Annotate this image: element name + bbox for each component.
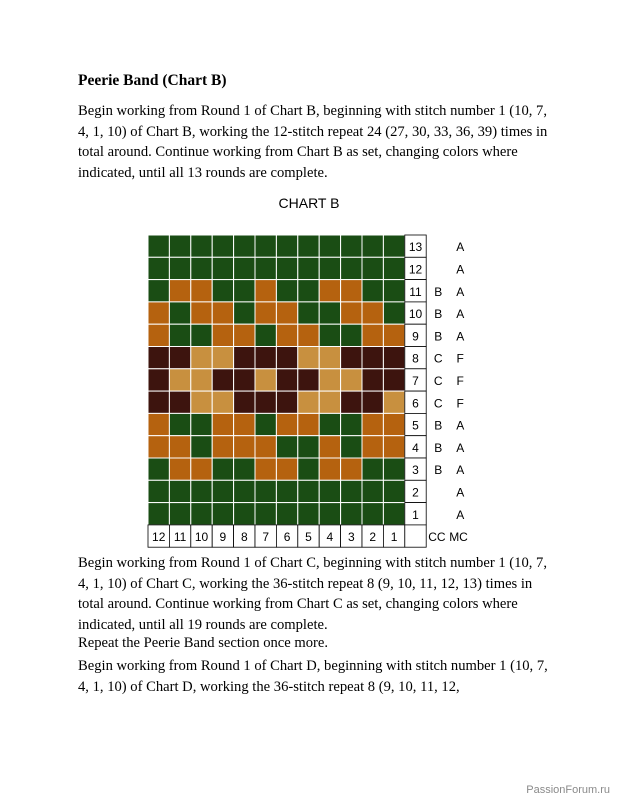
main-color-label: A [456, 262, 465, 277]
chart-cell [362, 480, 383, 502]
chart-cell [212, 413, 233, 435]
chart-cell [148, 324, 169, 346]
chart-cell [362, 280, 383, 302]
chart-cell [169, 347, 190, 369]
main-color-label: A [456, 307, 465, 322]
chart-cell [148, 280, 169, 302]
chart-cell [169, 257, 190, 279]
contrast-color-label: B [434, 307, 443, 322]
chart-cell [383, 257, 404, 279]
round-number: 12 [408, 262, 423, 277]
chart-cell [212, 391, 233, 413]
chart-cell [276, 347, 297, 369]
contrast-color-label: B [434, 440, 443, 455]
chart-cell [234, 280, 255, 302]
chart-cell [148, 257, 169, 279]
chart-cell [383, 369, 404, 391]
main-color-label: F [456, 373, 464, 388]
chart-cell [319, 347, 340, 369]
main-color-label: A [456, 284, 465, 299]
round-number: 6 [412, 396, 419, 411]
chart-cell [234, 413, 255, 435]
chart-cell [191, 280, 212, 302]
chart-cell [276, 413, 297, 435]
round-number: 10 [408, 307, 423, 322]
chart-cell [148, 436, 169, 458]
chart-cell [169, 436, 190, 458]
chart-cell [191, 257, 212, 279]
chart-cell [276, 436, 297, 458]
chart-cell [319, 302, 340, 324]
chart-cell [341, 413, 362, 435]
chart-cell [298, 458, 319, 480]
chart-cell [234, 369, 255, 391]
chart-cell [212, 280, 233, 302]
chart-cell [255, 324, 276, 346]
chart-cell [169, 391, 190, 413]
round-number: 7 [412, 373, 419, 388]
chart-cell [276, 257, 297, 279]
main-color-label: A [456, 418, 465, 433]
stitch-number: 8 [240, 530, 248, 545]
chart-cell [191, 391, 212, 413]
round-number: 11 [409, 284, 422, 299]
contrast-color-label: C [433, 373, 443, 388]
chart-cell [341, 280, 362, 302]
main-color-label: A [456, 463, 465, 478]
contrast-color-label: B [434, 463, 443, 478]
chart-cell [255, 413, 276, 435]
chart-cell [191, 324, 212, 346]
chart-cell [319, 280, 340, 302]
stitch-number: 11 [173, 530, 187, 545]
chart-cell [255, 235, 276, 257]
chart-cell [276, 503, 297, 525]
chart-cell [191, 235, 212, 257]
chart-cell [276, 235, 297, 257]
chart-cell [298, 391, 319, 413]
round-number: 13 [408, 240, 423, 255]
chart-cell [276, 280, 297, 302]
chart-cell [362, 503, 383, 525]
chart-cell [298, 302, 319, 324]
stitch-number: 7 [262, 530, 270, 545]
chart-cell [362, 436, 383, 458]
round-number: 2 [412, 485, 419, 500]
chart-cell [148, 503, 169, 525]
chart-cell [341, 257, 362, 279]
chart-cell [298, 413, 319, 435]
chart-cell [212, 458, 233, 480]
watermark: PassionForum.ru [526, 784, 610, 796]
chart-cell [383, 347, 404, 369]
contrast-color-label: C [433, 351, 443, 366]
chart-cell [298, 280, 319, 302]
chart-cell [362, 347, 383, 369]
round-number: 4 [412, 440, 419, 455]
chart-cell [191, 480, 212, 502]
chart-cell [362, 369, 383, 391]
contrast-color-label: C [433, 396, 443, 411]
chart-cell [319, 458, 340, 480]
chart-cell [191, 413, 212, 435]
chart-cell [298, 480, 319, 502]
chart-cell [362, 391, 383, 413]
chart-cell [234, 302, 255, 324]
chart-cell [319, 324, 340, 346]
chart-cell [383, 302, 404, 324]
chart-cell [341, 458, 362, 480]
stitch-number: 1 [390, 530, 398, 545]
chart-cell [212, 324, 233, 346]
contrast-color-label: B [434, 284, 443, 299]
contrast-color-label: B [434, 329, 443, 344]
chart-cell [383, 436, 404, 458]
chart-cell [319, 257, 340, 279]
chart-cell [341, 324, 362, 346]
chart-cell [148, 302, 169, 324]
chart-cell [169, 369, 190, 391]
chart-cell [341, 436, 362, 458]
section-heading: Peerie Band (Chart B) [78, 72, 227, 89]
chart-cell [319, 436, 340, 458]
chart-cell [234, 458, 255, 480]
chart-cell [169, 280, 190, 302]
chart-cell [212, 347, 233, 369]
chart-cell [341, 391, 362, 413]
chart-cell [148, 458, 169, 480]
chart-cell [212, 436, 233, 458]
chart-cell [298, 436, 319, 458]
round-number: 9 [412, 329, 419, 344]
chart-cell [148, 480, 169, 502]
chart-cell [341, 369, 362, 391]
chart-cell [383, 480, 404, 502]
chart-cell [298, 257, 319, 279]
chart-cell [212, 480, 233, 502]
chart-cell [212, 257, 233, 279]
chart-cell [234, 503, 255, 525]
chart-cell [212, 235, 233, 257]
chart-cell [255, 480, 276, 502]
instruction-paragraph-chart-d: Begin working from Round 1 of Chart D, beginning with stitch number 1 (10, 7, 4, 1, 10) of Chart D, working the 36-stitch repeat 8 (9, 10, 11, 12, [78, 658, 548, 695]
chart-cell [234, 391, 255, 413]
chart-cell [341, 302, 362, 324]
chart-cell [319, 391, 340, 413]
chart-cell [383, 413, 404, 435]
chart-cell [255, 347, 276, 369]
chart-cell [362, 324, 383, 346]
chart-cell [169, 302, 190, 324]
chart-cell [191, 302, 212, 324]
chart-cell [255, 302, 276, 324]
chart-cell [298, 369, 319, 391]
chart-cell [148, 413, 169, 435]
main-color-label: A [456, 485, 465, 500]
chart-cell [255, 280, 276, 302]
chart-cell [362, 235, 383, 257]
chart-cell [362, 458, 383, 480]
main-color-label: A [456, 329, 465, 344]
main-color-label: A [456, 240, 465, 255]
chart-cell [298, 503, 319, 525]
stitch-number: 3 [347, 530, 355, 545]
corner-box [405, 525, 426, 547]
chart-cell [383, 324, 404, 346]
chart-cell [362, 302, 383, 324]
stitch-number: 10 [194, 530, 209, 545]
stitch-number: 12 [152, 530, 166, 545]
chart-cell [191, 369, 212, 391]
instruction-paragraph-chart-b: Begin working from Round 1 of Chart B, beginning with stitch number 1 (10, 7, 4, 1, 10) of Chart B, working the 12-stitch repeat 24 (27, 30, 33, 36, 39) times in total around. Continue working from Chart B as set, changing colors where indicated, until all 13 rounds are complete. [78, 103, 548, 181]
chart-cell [255, 391, 276, 413]
chart-cell [234, 347, 255, 369]
round-number: 3 [412, 463, 419, 478]
chart-cell [276, 369, 297, 391]
chart-title: CHART B [278, 195, 340, 211]
chart-cell [234, 257, 255, 279]
chart-cell [148, 391, 169, 413]
main-color-label: A [456, 440, 465, 455]
chart-cell [319, 369, 340, 391]
chart-cell [234, 480, 255, 502]
stitch-number: 4 [326, 530, 334, 545]
chart-cell [212, 369, 233, 391]
chart-cell [362, 413, 383, 435]
instruction-paragraph-chart-c: Begin working from Round 1 of Chart C, beginning with stitch number 1 (10, 7, 4, 1, 10) of Chart C, working the 36-stitch repeat 8 (9, 10, 11, 12, 13) times in total around. Continue working from Chart C as set, changing colors where indicated, until all 19 rounds are complete. [78, 555, 547, 633]
chart-cell [234, 235, 255, 257]
chart-cell [234, 436, 255, 458]
instruction-paragraph-repeat: Repeat the Peerie Band section once more. [78, 635, 329, 651]
main-color-label: F [456, 351, 464, 366]
chart-cell [276, 391, 297, 413]
chart-cell [234, 324, 255, 346]
chart-cell [255, 503, 276, 525]
chart-cell [319, 413, 340, 435]
stitch-number: 6 [283, 530, 291, 545]
main-color-label: F [456, 396, 464, 411]
chart-cell [276, 458, 297, 480]
chart-cell [169, 235, 190, 257]
main-color-label: A [456, 507, 465, 522]
chart-cell [191, 503, 212, 525]
chart-cell [298, 347, 319, 369]
chart-cell [169, 480, 190, 502]
chart-cell [212, 302, 233, 324]
chart-cell [298, 324, 319, 346]
round-number: 8 [412, 351, 419, 366]
contrast-color-label: B [434, 418, 443, 433]
stitch-number: 9 [219, 530, 227, 545]
chart-cell [276, 302, 297, 324]
chart-cell [383, 503, 404, 525]
chart-cell [319, 235, 340, 257]
chart-cell [169, 413, 190, 435]
cc-header: CC [428, 530, 446, 545]
chart-cell [319, 480, 340, 502]
chart-cell [148, 235, 169, 257]
stitch-number: 2 [369, 530, 377, 545]
chart-cell [169, 503, 190, 525]
chart-cell [341, 503, 362, 525]
round-number: 1 [412, 507, 419, 522]
chart-cell [362, 257, 383, 279]
chart-cell [255, 369, 276, 391]
mc-header: MC [449, 530, 468, 545]
chart-cell [191, 458, 212, 480]
chart-cell [212, 503, 233, 525]
chart-cell [255, 257, 276, 279]
chart-cell [191, 347, 212, 369]
chart-cell [383, 235, 404, 257]
chart-cell [255, 458, 276, 480]
chart-cell [148, 347, 169, 369]
chart-cell [341, 347, 362, 369]
chart-cell [255, 436, 276, 458]
chart-cell [169, 324, 190, 346]
chart-cell [341, 480, 362, 502]
chart-cell [298, 235, 319, 257]
chart-cell [383, 280, 404, 302]
chart-cell [169, 458, 190, 480]
chart-cell [319, 503, 340, 525]
chart-cell [383, 458, 404, 480]
stitch-number: 5 [305, 530, 312, 545]
chart-cell [383, 391, 404, 413]
chart-cell [276, 480, 297, 502]
chart-cell [191, 436, 212, 458]
chart-cell [341, 235, 362, 257]
chart-cell [148, 369, 169, 391]
chart-cell [276, 324, 297, 346]
round-number: 5 [412, 418, 419, 433]
